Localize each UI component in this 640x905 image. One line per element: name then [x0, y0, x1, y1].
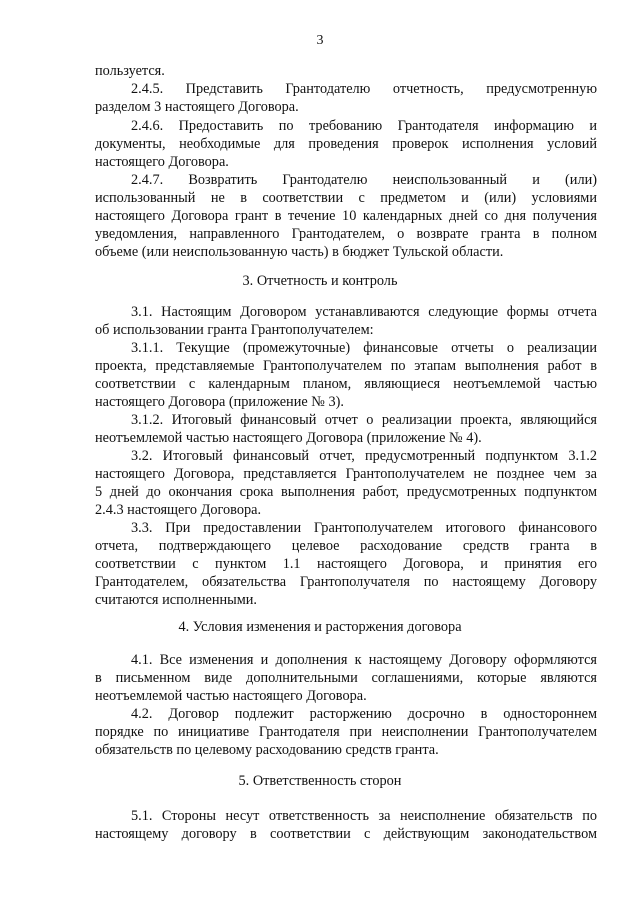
text-line: 3.1.1. Текущие (промежуточные) финансовые отчеты о реализации: [131, 340, 597, 356]
text-line: 2.4.3 настоящего Договора.: [95, 502, 262, 518]
text-line: соответствии с календарным планом, являющиеся неотъемлемой частью: [95, 376, 597, 392]
text-line: неотъемлемой частью настоящего Договора (приложение № 4).: [95, 430, 482, 446]
text-line: пользуется.: [95, 63, 165, 79]
text-line: настоящему договору в соответствии с действующим законодательством: [95, 826, 597, 842]
text-line: 4.2. Договор подлежит расторжению досрочно в одностороннем: [131, 706, 597, 722]
text-line: настоящего Договора грант в течение 10 календарных дней со дня получения: [95, 208, 597, 224]
text-line: Грантодателем, обязательства Грантополучателя по настоящему Договору: [95, 574, 597, 590]
text-line: в письменном виде дополнительными соглашениями, которые являются: [95, 670, 597, 686]
text-line: отчета, подтверждающего целевое расходование средств гранта в: [95, 538, 597, 554]
text-line: объеме (или неиспользованную часть) в бюджет Тульской области.: [95, 244, 504, 260]
text-line: порядке по инициативе Грантодателя при неисполнении Грантополучателем: [95, 724, 597, 740]
text-line: считаются исполненными.: [95, 592, 257, 608]
text-line: 3.3. При предоставлении Грантополучателем итогового финансового: [131, 520, 597, 536]
text-line: 5.1. Стороны несут ответственность за неисполнение обязательств по: [131, 808, 597, 824]
text-line: документы, необходимые для проведения проверок исполнения условий: [95, 136, 597, 152]
text-line: 2.4.6. Предоставить по требованию Грантодателя информацию и: [131, 118, 597, 134]
text-line: уведомления, направленного Грантодателем, о возврате гранта в полном: [95, 226, 597, 242]
text-line: обязательств по целевому расходованию средств гранта.: [95, 742, 439, 758]
text-line: об использовании гранта Грантополучателем:: [95, 322, 374, 338]
text-line: 3.2. Итоговый финансовый отчет, предусмотренный подпунктом 3.1.2: [131, 448, 597, 464]
page-number: 3: [316, 33, 324, 48]
text-line: использованный не в соответствии с предметом и (или) условиями: [95, 190, 597, 206]
text-line: настоящего Договора (приложение № 3).: [95, 394, 344, 410]
text-line: 5 дней до окончания срока выполнения работ, предусмотренных подпунктом: [95, 484, 597, 500]
text-line: 2.4.7. Возвратить Грантодателю неиспользованный и (или): [131, 172, 597, 188]
text-line: проекта, представляемые Грантополучателем по этапам выполнения работ в: [95, 358, 597, 374]
text-line: 2.4.5. Представить Грантодателю отчетность, предусмотренную: [131, 81, 597, 97]
text-line: неотъемлемой частью настоящего Договора.: [95, 688, 367, 704]
section-heading: 5. Ответственность сторон: [238, 773, 402, 789]
text-line: настоящего Договора, представляется Грантополучателем не позднее чем за: [95, 466, 597, 482]
text-line: 3.1.2. Итоговый финансовый отчет о реализации проекта, являющийся: [131, 412, 597, 428]
text-line: разделом 3 настоящего Договора.: [95, 99, 299, 115]
text-line: настоящего Договора.: [95, 154, 229, 170]
text-line: соответствии с пунктом 1.1 настоящего Договора, и принятия его: [95, 556, 597, 572]
text-line: 3.1. Настоящим Договором устанавливаются следующие формы отчета: [131, 304, 597, 320]
text-line: 4.1. Все изменения и дополнения к настоящему Договору оформляются: [131, 652, 597, 668]
section-heading: 4. Условия изменения и расторжения договора: [178, 619, 462, 635]
section-heading: 3. Отчетность и контроль: [242, 273, 398, 289]
